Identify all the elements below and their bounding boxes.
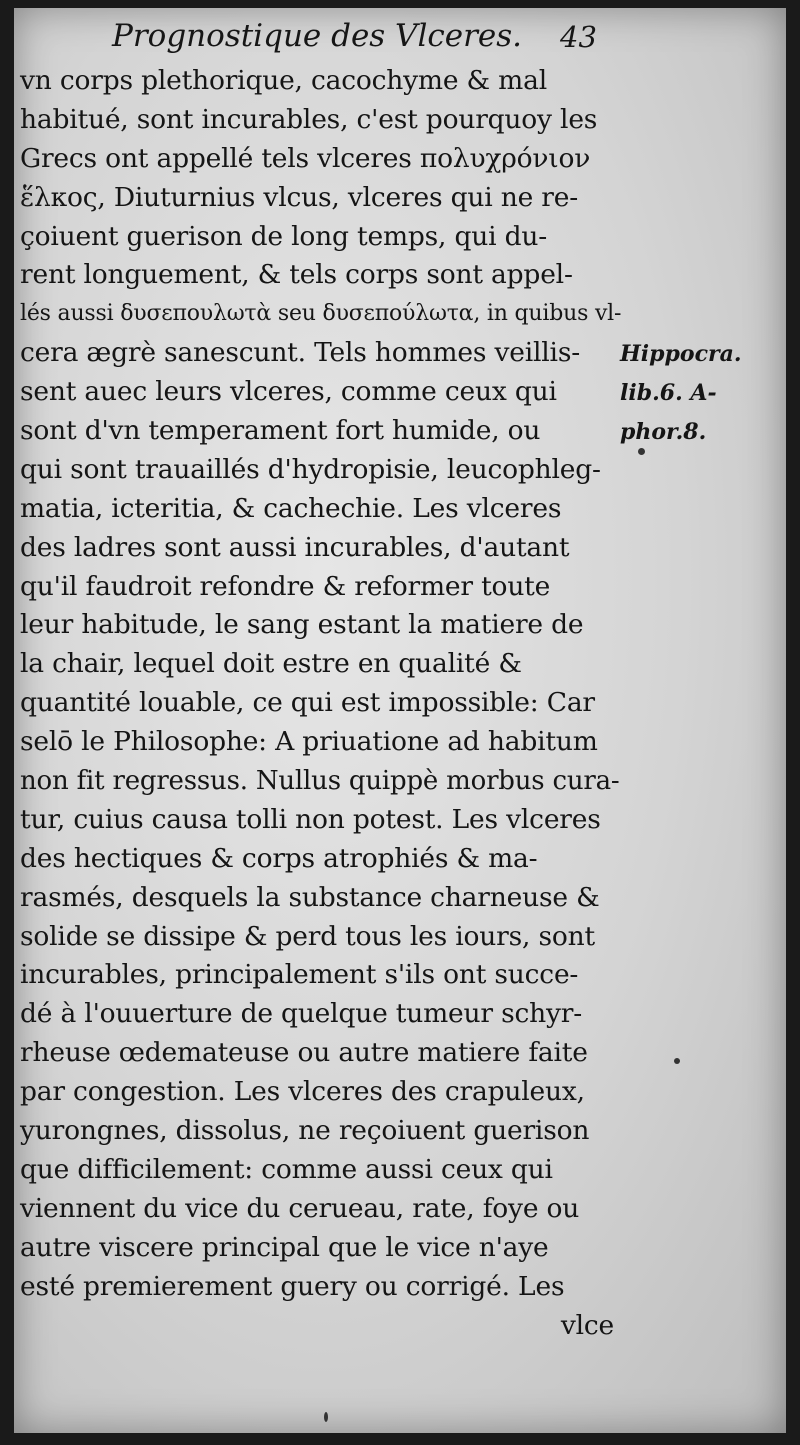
margin-note: lib.6. A- [620, 379, 717, 406]
text-line: que difficilement: comme aussi ceux qui [20, 1153, 553, 1185]
running-title: Prognostique des Vlceres. [112, 18, 522, 54]
text-line: par congestion. Les vlceres des crapuleux, [20, 1076, 585, 1108]
text-line: ἕλκος, Diuturnius vlcus, vlceres qui ne re- [20, 181, 578, 213]
text-line: sont d'vn temperament fort humide, ou [20, 415, 541, 447]
text-line: des ladres sont aussi incurables, d'autant [20, 531, 570, 563]
margin-note: Hippocra. [620, 341, 742, 367]
text-line: yurongnes, dissolus, ne reçoiuent guerison [20, 1115, 590, 1147]
text-line: çoiuent guerison de long temps, qui du- [20, 220, 548, 252]
text-line: des hectiques & corps atrophiés & ma- [20, 842, 538, 874]
text-line: non fit regressus. Nullus quippè morbus cura- [20, 766, 620, 797]
margin-note: phor.8. [620, 418, 707, 445]
page-number: 43 [560, 20, 597, 54]
body-text [20, 62, 622, 1345]
book-page [14, 8, 786, 1433]
text-line: rheuse œdemateuse ou autre matiere faite [20, 1037, 588, 1069]
text-line: quantité louable, ce qui est impossible: Car [20, 687, 595, 719]
page-header [14, 8, 786, 64]
text-line: qu'il faudroit refondre & reformer toute [20, 570, 551, 602]
ink-speck [324, 1412, 328, 1422]
margin-notes [620, 335, 780, 452]
text-line: autre viscere principal que le vice n'aye [20, 1231, 549, 1263]
text-line: rasmés, desquels la substance charneuse & [20, 881, 600, 913]
text-line: habitué, sont incurables, c'est pourquoy les [20, 103, 598, 135]
text-line: Grecs ont appellé tels vlceres πολυχρόνιον [20, 142, 591, 174]
text-line: matia, icteritia, & cachechie. Les vlceres [20, 492, 562, 524]
text-line: incurables, principalement s'ils ont succe- [20, 959, 579, 991]
text-line: rent longuement, & tels corps sont appel- [20, 259, 573, 291]
text-line: solide se dissipe & perd tous les iours, sont [20, 920, 595, 952]
ink-speck [674, 1058, 680, 1064]
text-line: dé à l'ouuerture de quelque tumeur schyr- [20, 998, 582, 1030]
text-line: sent auec leurs vlceres, comme ceux qui [20, 376, 557, 408]
text-line: la chair, lequel doit estre en qualité & [20, 648, 522, 680]
text-line: vn corps plethorique, cacochyme & mal [20, 65, 547, 96]
text-line: cera ægrè sanescunt. Tels hommes veillis- [20, 337, 580, 369]
text-line: lés aussi δυσεπουλωτὰ seu δυσεπούλωτα, in quibus vl- [20, 301, 622, 327]
text-line: tur, cuius causa tolli non potest. Les vlceres [20, 803, 601, 835]
text-line: qui sont trauaillés d'hydropisie, leucophleg- [20, 453, 601, 485]
text-line: viennent du vice du cerueau, rate, foye ou [20, 1192, 580, 1224]
text-line: leur habitude, le sang estant la matiere de [20, 609, 584, 641]
text-line: esté premierement guery ou corrigé. Les [20, 1270, 565, 1302]
catchword: vlce [560, 1309, 614, 1341]
text-line: selō le Philosophe: A priuatione ad habitum [20, 726, 598, 758]
ink-speck [638, 448, 645, 455]
